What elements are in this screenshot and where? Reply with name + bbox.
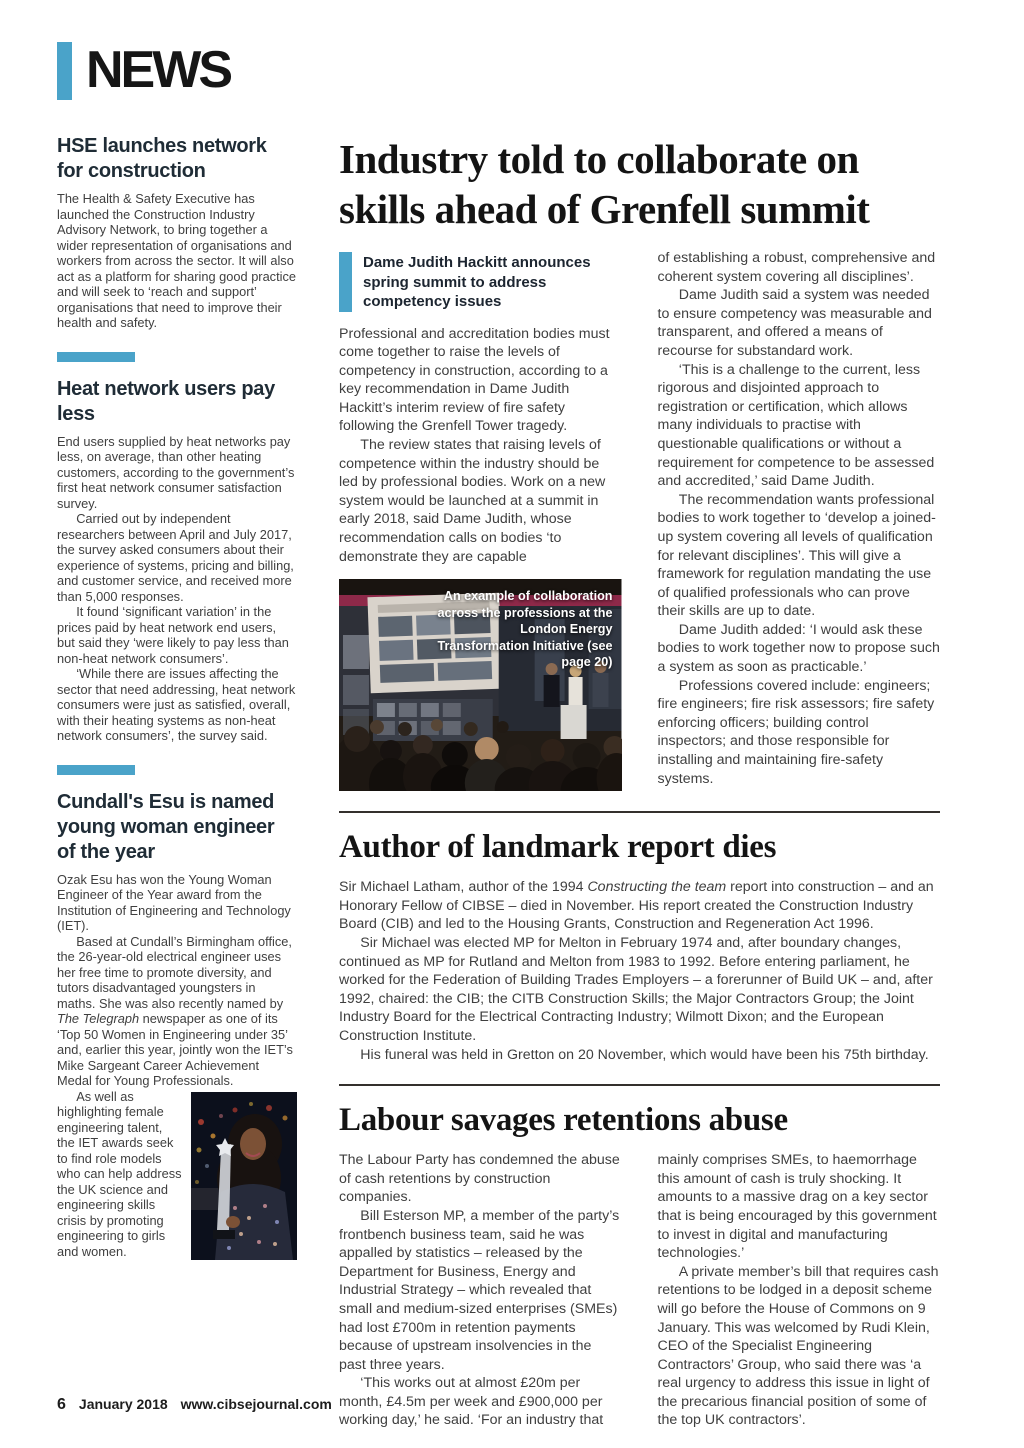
- news-section-header: [57, 42, 940, 100]
- paragraph: The recommendation wants professional bodies to work together to ‘develop a joined-up system covering all levels of qualification for relevant disciplines’. This will give a framework for regulation mandating the use of qualified professionals who can prove their skills are up to date.: [657, 491, 936, 620]
- retentions-article-labour: [339, 1100, 940, 1430]
- paragraph: The Labour Party has condemned the abuse of cash retentions by construction companies.: [339, 1152, 620, 1206]
- paragraph: Ozak Esu has won the Young Woman Engineer of the Year award from the Institution of Engineering and Technology (IET).: [57, 871, 291, 933]
- paragraph: Carried out by independent researchers between April and July 2017, the survey asked consumers about their experience of systems, pricing and billing, and customer service, and received more than 5,000 responses.: [57, 511, 294, 604]
- article-body: [658, 249, 941, 788]
- standfirst-accent-bar: [339, 252, 352, 312]
- article-title: Cundall's Esu is named young woman engineer of the year: [57, 790, 275, 863]
- paragraph: The Health & Safety Executive has launched the Construction Industry Advisory Network, to bring together a wider representation of organisations and workers from across the sector. It will also act as a platform for sharing good practice and will seek to ‘reach and support’ organisations that need to improve their health and safety.: [57, 191, 296, 330]
- news-briefs-column: [57, 134, 297, 1430]
- paragraph: End users supplied by heat networks pay less, on average, than other heating customers, according to the government’s first heat network consumer satisfaction survey.: [57, 433, 295, 511]
- paragraph: Dame Judith added: ‘I would ask these bodies to work together now to propose such a system as soon as practicable.’: [657, 621, 940, 676]
- masthead-accent-bar: [57, 42, 72, 100]
- lead-article-column-1: [339, 249, 622, 791]
- sidebar-article-hse-network: [57, 134, 297, 331]
- section-divider-bar: [57, 352, 135, 362]
- article-body-with-photo: [57, 1089, 297, 1260]
- page-number: 6: [57, 1396, 66, 1413]
- paragraph: Sir Michael Latham, author of the 1994 Constructing the team report into construction – and an Honorary Fellow of CIBSE – died in November. His report created the Construction Industry Board (CIB) and led to the Housing Grants, Construction and Regeneration Act 1996.: [339, 879, 934, 933]
- paragraph: Professions covered include: engineers; fire engineers; fire risk assessors; fire safety enforcing officers; building control inspectors; and those responsible for installing and maintaining fire-safety systems.: [657, 677, 935, 787]
- paragraph: Professional and accreditation bodies must come together to raise the levels of competency in construction, according to a key recommendation in Dame Judith Hackitt’s interim review of fire safety following the Grenfell Tower tragedy.: [339, 325, 610, 435]
- paragraph: Bill Esterson MP, a member of the party’s frontbench business team, said he was appalled by statistics – released by the Department for Business, Energy and Industrial Strategy – which revealed that small and medium-sized enterprises (SMEs) had lost £700m in retention payments because of upstream insolvencies in the past three years.: [339, 1207, 620, 1373]
- paragraph: The review states that raising levels of competence within the industry should be led by professional bodies. Work on a new system would be launched at a summit in early 2018, said Dame Judith, whose recommendation calls on bodies ‘to demonstrate they are capable: [339, 437, 606, 565]
- article-body: [57, 191, 297, 331]
- obituary-article-latham: [339, 827, 940, 1064]
- lead-headline: Industry told to collaborate on skills ahead of Grenfell summit: [339, 136, 870, 232]
- page-columns: [57, 134, 940, 1430]
- obituary-headline: Author of landmark report dies: [339, 829, 777, 866]
- article-body: [57, 434, 297, 744]
- standfirst-text: Dame Judith Hackitt announces spring summit to address competency issues: [363, 254, 591, 310]
- paragraph: It found ‘significant variation’ in the prices paid by heat network end users, but said they ‘were likely to pay less than non-heat network consumers’.: [57, 604, 289, 666]
- paragraph: ‘This is a challenge to the current, less rigorous and disjointed approach to registration or certification, which allows many individuals to practise with questionable qualifications or without a requirement for competence to be assessed and accredited,’ said Dame Judith.: [657, 361, 935, 490]
- issue-date: January 2018: [78, 1396, 168, 1412]
- sidebar-article-heat-networks: [57, 377, 297, 744]
- ozak-esu-award-photo: [191, 1092, 297, 1260]
- website-link[interactable]: www.cibsejournal.com: [180, 1396, 332, 1412]
- section-title: NEWS: [86, 41, 230, 99]
- article-title: HSE launches network for construction: [57, 135, 267, 182]
- paragraph: ‘While there are issues affecting the sector that need addressing, heat network consumers were just as satisfied, overall, with their heating systems as non-heat network consumers’, the survey said.: [57, 666, 296, 743]
- paragraph: mainly comprises SMEs, to haemorrhage this amount of cash is truly shocking. It amounts to a massive drag on a key sector that is being encouraged by this government to invest in digital and manufacturing technologies.’: [657, 1152, 937, 1262]
- retentions-column-1: [339, 1151, 622, 1430]
- paragraph: Based at Cundall’s Birmingham office, the 26-year-old electrical engineer uses her free time to promote diversity, and tutors disadvantaged youngsters in maths. She was also recently named by The Telegraph newspaper as one of its ‘Top 50 Women in Engineering under 35’ and, earlier this year, jointly won the IET’s Mike Sargeant Career Achievement Medal for Young Professionals.: [57, 933, 293, 1088]
- paragraph: Sir Michael was elected MP for Melton in February 1974 and, after boundary changes, continued as MP for Rutland and Melton from 1983 to 1992. Before entering parliament, he worked for the Federation of Building Trades Employers – a forerunner of Build UK – and, after 1992, chaired: the CIB; the CITB Construction Skills; the Major Contractors Group; the Joint Industry Board for the Electrical Contracting Industry; Wilmott Dixon; and the European Construction Institute.: [339, 935, 933, 1044]
- article-title: Heat network users pay less: [57, 377, 275, 425]
- paragraph: of establishing a robust, comprehensive and coherent system covering all disciplines’.: [657, 250, 936, 285]
- paragraph: ‘This works out at almost £20m per month, £4.5m per week and £900,000 per working day,’ he said. ‘For an industry that: [339, 1375, 604, 1429]
- section-divider-bar: [57, 765, 135, 775]
- lead-article-grenfell-summit: [339, 134, 940, 791]
- article-body: [339, 878, 940, 1064]
- main-articles-column: [339, 134, 940, 1430]
- standfirst: [339, 252, 622, 312]
- sidebar-article-cundall-esu: [57, 790, 297, 1262]
- page-footer: [57, 1396, 332, 1414]
- photo-caption: An example of collaboration across the professions at the London Energy Transformation Initiative (see page 20): [437, 589, 613, 670]
- paragraph: His funeral was held in Gretton on 20 November, which would have been his 75th birthday.: [360, 1046, 929, 1063]
- paragraph: A private member’s bill that requires cash retentions to be lodged in a deposit scheme will go before the House of Commons on 9 January. This was welcomed by Rudi Klein, CEO of the Specialist Engineering Contractors’ Group, who said there was ‘a real urgency to address this issue in light of the precarious financial position of some of the top UK contractors’.: [657, 1263, 939, 1429]
- leti-event-photo: [339, 579, 622, 791]
- section-rule: [339, 811, 940, 813]
- paragraph: As well as highlighting female engineering talent, the IET awards seek to find role models who can help address the UK science and engineering skills crisis by promoting engineering to girls and women.: [57, 1088, 182, 1259]
- section-rule: [339, 1084, 940, 1086]
- retentions-column-2: [658, 1151, 941, 1430]
- retentions-headline: Labour savages retentions abuse: [339, 1102, 788, 1139]
- lead-article-column-2: [658, 249, 941, 791]
- article-body: [57, 872, 297, 1089]
- article-body: [339, 325, 622, 567]
- paragraph: Dame Judith said a system was needed to ensure competency was measurable and transparent, and offered a means of recourse for substandard work.: [657, 287, 932, 359]
